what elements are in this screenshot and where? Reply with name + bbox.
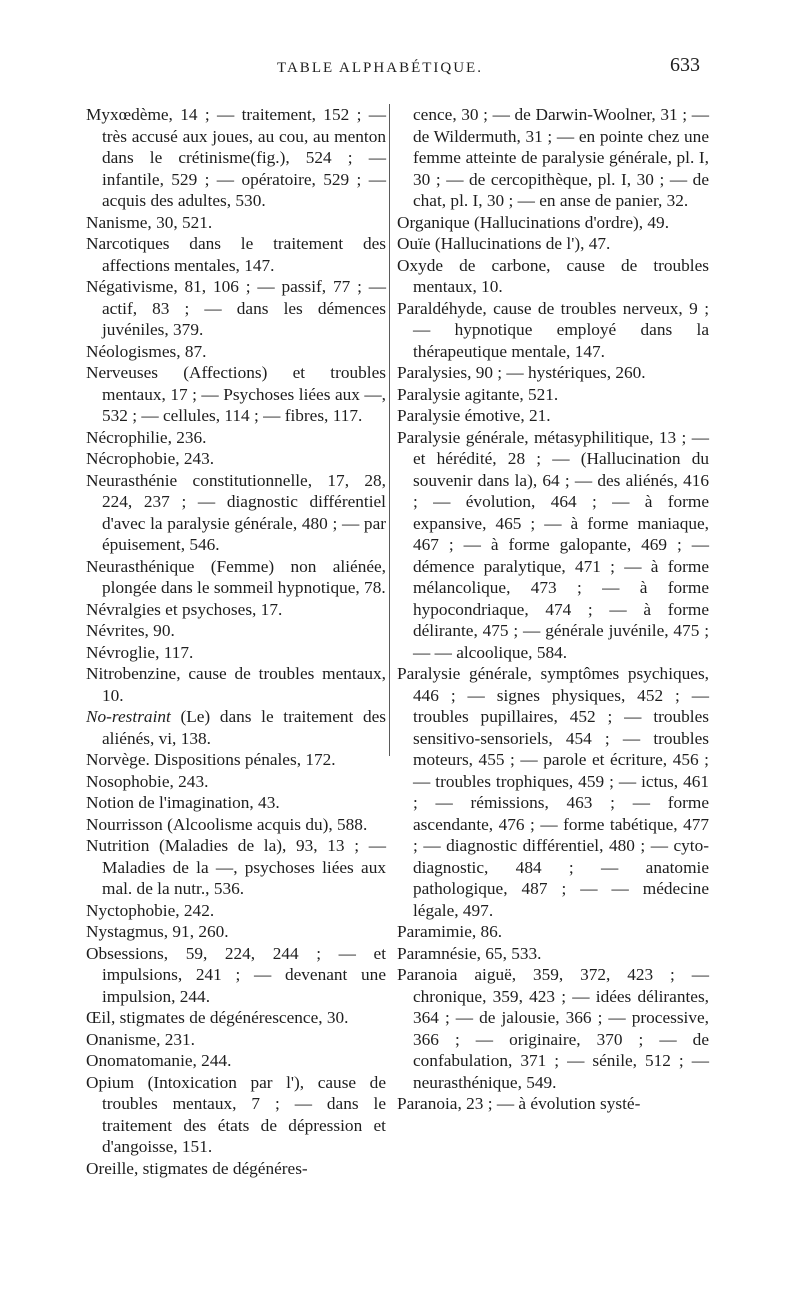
index-entry-text: Paramimie, 86. xyxy=(397,922,503,941)
index-entry-text: Notion de l'imagination, 43. xyxy=(86,793,280,812)
index-column-right xyxy=(397,104,709,1115)
index-entry-text: Nutrition (Maladies de la), 93, 13 ; — Maladies de la —, psychoses liées aux mal. de la nutr., 536. xyxy=(86,836,386,898)
index-entry xyxy=(397,212,709,234)
index-entry xyxy=(86,706,386,749)
index-entry xyxy=(86,599,386,621)
page-number: 633 xyxy=(670,54,700,76)
index-entry xyxy=(86,427,386,449)
index-entry-text: Neurasthénique (Femme) non aliénée, plongée dans le sommeil hypnotique, 78. xyxy=(86,556,386,597)
index-entry xyxy=(397,921,709,943)
index-entry xyxy=(86,104,386,212)
index-entry-text: Myxœdème, 14 ; — traitement, 152 ; — très accusé aux joues, au cou, au menton dans le crétinisme(fig.), 524 ; — infantile, 529 ; — opératoire, 529 ; — acquis des adultes, 530. xyxy=(86,105,386,210)
index-entry-text: Nerveuses (Affections) et troubles mentaux, 17 ; — Psychoses liées aux —, 532 ; — cellules, 114 ; — fibres, 117. xyxy=(86,363,386,425)
index-entry-text: Neurasthénie constitutionnelle, 17, 28, 224, 237 ; — diagnostic différentiel d'avec la paralysie générale, 480 ; — par épuisement, 546. xyxy=(86,470,386,554)
index-entry xyxy=(86,1072,386,1158)
index-entry-text: Onomatomanie, 244. xyxy=(86,1051,232,1070)
index-entry-text: Néologismes, 87. xyxy=(86,341,207,361)
index-entry-text: Paralysie générale, symptômes psychiques, 446 ; — signes physiques, 452 ; — troubles pupillaires, 452 ; — troubles sensitivo-sensoriels, 454 ; — troubles moteurs, 455 ; — parole et écriture, 456 ; — troubles trophiques, 459 ; — ictus, 461 ; — rémissions, 463 ; — forme ascendante, 476 ; — forme tabétique, 477 ; — diagnostic différentiel, 480 ; — cyto-diagnostic, 484 ; — anatomie pathologique, 487 ; — — médecine légale, 497. xyxy=(397,664,709,920)
index-entry-text: cence, 30 ; — de Darwin-Woolner, 31 ; — de Wildermuth, 31 ; — en pointe chez une femme atteinte de paralysie générale, pl. I, 30 ; — de cercopithèque, pl. I, 30 ; — de chat, pl. I, 30 ; — en anse de panier, 32. xyxy=(413,105,709,210)
index-entry-text: Nourrisson (Alcoolisme acquis du), 588. xyxy=(86,814,368,834)
column-divider xyxy=(389,104,390,756)
index-entry xyxy=(86,663,386,706)
index-entry-text: Névralgies et psychoses, 17. xyxy=(86,599,283,619)
index-entry xyxy=(397,298,709,363)
running-title: TABLE ALPHABÉTIQUE. xyxy=(277,60,483,76)
index-entry-text: Nystagmus, 91, 260. xyxy=(86,922,229,941)
page-header xyxy=(60,54,700,84)
index-entry-text: Nosophobie, 243. xyxy=(86,771,209,791)
index-entry xyxy=(86,921,386,943)
index-entry xyxy=(86,1158,386,1180)
index-entry xyxy=(86,1007,386,1029)
index-entry-text: Nécrophobie, 243. xyxy=(86,449,215,468)
index-entry xyxy=(86,943,386,1008)
index-entry xyxy=(397,384,709,406)
index-entry-text: Paranoia, 23 ; — à évolution systé- xyxy=(397,1094,641,1113)
index-entry xyxy=(86,276,386,341)
index-entry xyxy=(86,620,386,642)
index-entry-text: Paralysies, 90 ; — hystériques, 260. xyxy=(397,363,646,382)
index-entry-text: Paralysie générale, métasyphilitique, 13 ; — et hérédité, 28 ; — (Hallucination du souvenir dans la), 64 ; — des aliénés, 416 ; — évolution, 464 ; — à forme expansive, 465 ; — à forme maniaque, 467 ; — à forme galopante, 469 ; — démence paralytique, 471 ; — à forme mélancolique, 473 ; — à forme hypocondriaque, 474 ; — à forme délirante, 475 ; — générale juvénile, 475 ; — — alcoolique, 584. xyxy=(397,427,709,662)
index-entry-text: Paralysie émotive, 21. xyxy=(397,406,551,425)
index-entry xyxy=(86,900,386,922)
index-entry xyxy=(86,470,386,556)
index-entry-text: Nécrophilie, 236. xyxy=(86,427,207,447)
index-entry xyxy=(86,1050,386,1072)
index-entry xyxy=(397,405,709,427)
index-entry-text: (Le) dans le traitement des aliénés, vi, 138. xyxy=(102,707,386,748)
index-entry xyxy=(86,341,386,363)
index-entry-text: Paranoia aiguë, 359, 372, 423 ; — chronique, 359, 423 ; — idées délirantes, 364 ; — de jalousie, 366 ; — processive, 366 ; — originaire, 370 ; — de confabulation, 371 ; — sénile, 512 ; — neurasthénique, 549. xyxy=(397,965,709,1092)
index-entry xyxy=(397,362,709,384)
index-entry-text: Œil, stigmates de dégénérescence, 30. xyxy=(86,1008,349,1027)
index-entry-text: Opium (Intoxication par l'), cause de troubles mentaux, 7 ; — dans le traitement des états de dépression et d'angoisse, 151. xyxy=(86,1072,386,1156)
index-entry-text: Paralysie agitante, 521. xyxy=(397,384,559,404)
index-entry-text: Paraldéhyde, cause de troubles nerveux, 9 ; — hypnotique employé dans la thérapeutique mentale, 147. xyxy=(397,298,709,361)
index-entry-text: Ouïe (Hallucinations de l'), 47. xyxy=(397,234,611,253)
index-entry xyxy=(86,233,386,276)
index-entry-text: Nanisme, 30, 521. xyxy=(86,212,213,232)
index-entry-text: Onanisme, 231. xyxy=(86,1029,195,1049)
index-entry xyxy=(397,964,709,1093)
index-entry-text: Névrites, 90. xyxy=(86,621,175,640)
index-entry xyxy=(397,427,709,664)
index-entry xyxy=(86,771,386,793)
index-entry xyxy=(397,943,709,965)
index-entry-text: Névroglie, 117. xyxy=(86,642,194,662)
index-entry xyxy=(397,663,709,921)
index-entry xyxy=(86,814,386,836)
index-entry xyxy=(86,1029,386,1051)
index-entry-text: Oreille, stigmates de dégénéres- xyxy=(86,1158,308,1178)
index-entry xyxy=(86,835,386,900)
index-column-left xyxy=(86,104,386,1179)
index-entry xyxy=(397,255,709,298)
index-entry xyxy=(397,104,709,212)
index-entry xyxy=(86,749,386,771)
index-entry xyxy=(86,212,386,234)
index-entry xyxy=(397,1093,709,1115)
index-entry xyxy=(86,448,386,470)
index-entry-text: Norvège. Dispositions pénales, 172. xyxy=(86,750,336,769)
index-entry xyxy=(397,233,709,255)
index-entry-italic-term: No-restraint xyxy=(86,707,171,726)
index-entry xyxy=(86,362,386,427)
index-entry-text: Nitrobenzine, cause de troubles mentaux, 10. xyxy=(86,664,386,705)
index-entry-text: Nyctophobie, 242. xyxy=(86,900,215,920)
index-entry-text: Oxyde de carbone, cause de troubles mentaux, 10. xyxy=(397,255,709,296)
index-entry xyxy=(86,556,386,599)
index-entry-text: Obsessions, 59, 224, 244 ; — et impulsions, 241 ; — devenant une impulsion, 244. xyxy=(86,943,386,1006)
index-entry xyxy=(86,642,386,664)
index-entry-text: Paramnésie, 65, 533. xyxy=(397,943,542,963)
index-entry-text: Négativisme, 81, 106 ; — passif, 77 ; — actif, 83 ; — dans les démences juvéniles, 379. xyxy=(86,277,386,339)
index-entry-text: Narcotiques dans le traitement des affections mentales, 147. xyxy=(86,234,386,275)
index-entry-text: Organique (Hallucinations d'ordre), 49. xyxy=(397,212,670,232)
index-entry xyxy=(86,792,386,814)
